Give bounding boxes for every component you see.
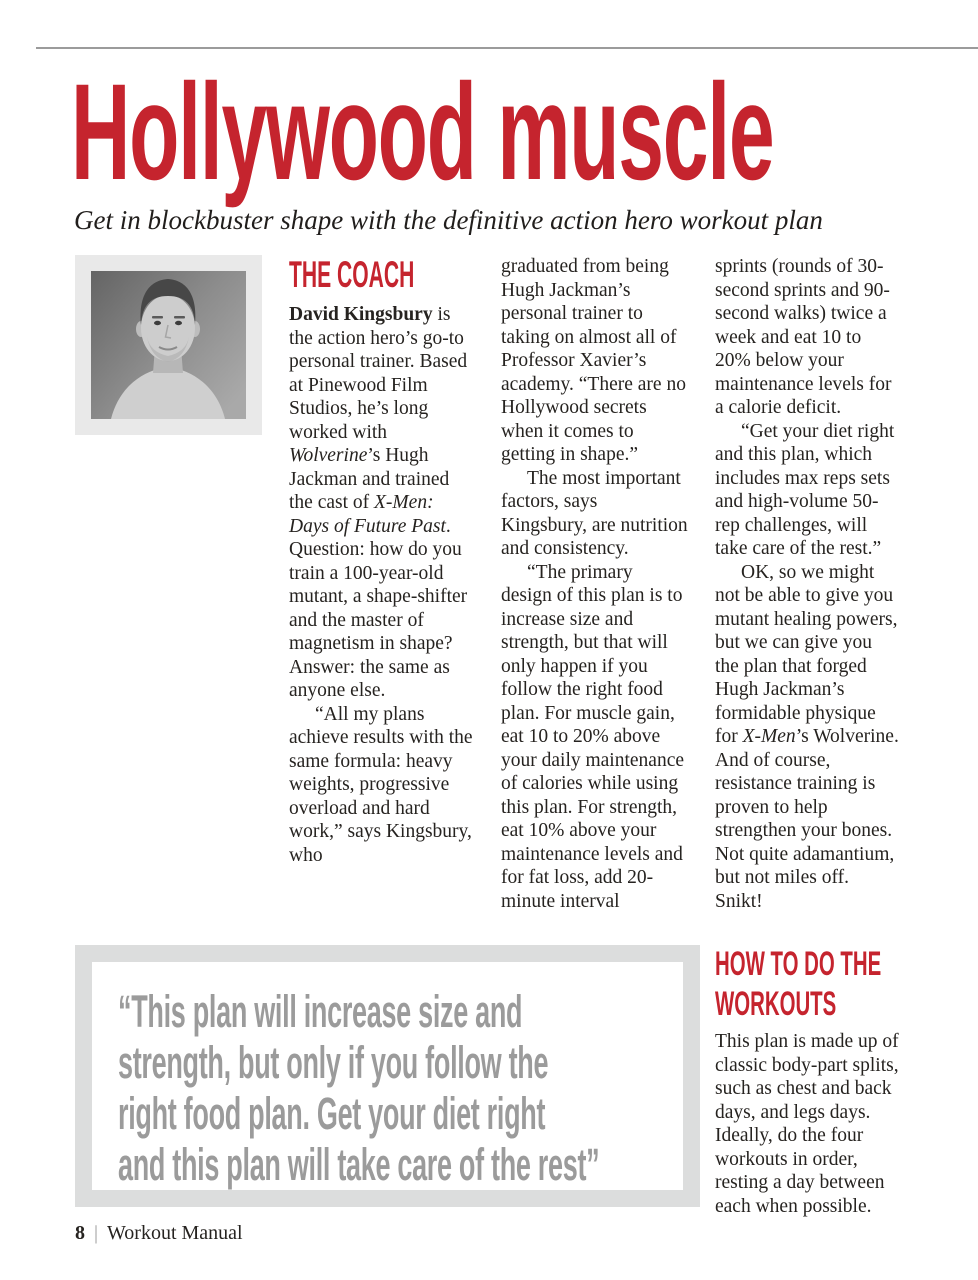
page-footer — [75, 1222, 243, 1245]
para-text: ’s Wolverine. And of course, resistance training is proven to help strengthen your bones. Not quite adamantium, but not miles off. Snikt! — [715, 726, 899, 912]
bio-italic: X-Men: Days of Future Past — [289, 492, 446, 537]
bio-italic: Wolverine — [289, 445, 368, 466]
paragraph: “The primary design of this plan is to increase size and strength, but that will only happen if you follow the right food plan. For muscle gain, eat 10 to 20% above your daily maintenance of calories while using this plan. For strength, eat 10% above your maintenance levels and for fat loss, add 20-minute interval — [501, 561, 685, 912]
article-body — [75, 255, 900, 913]
coach-portrait-photo — [91, 271, 246, 419]
coach-heading — [289, 255, 474, 295]
coach-name: David Kingsbury — [289, 304, 438, 325]
column-3 — [715, 255, 900, 913]
publication-name: Workout Manual — [107, 1222, 243, 1244]
bio-text: ’s Hugh Jackman and trained the cast of — [289, 445, 450, 513]
column-2 — [501, 255, 688, 913]
paragraph: The most important factors, says Kingsbury, are nutrition and consistency. — [501, 467, 688, 559]
paragraph: graduated from being Hugh Jackman’s personal trainer to taking on almost all of Professor Xavier’s academy. “There are no Hollywood secrets when it comes to getting in shape.” — [501, 256, 686, 465]
article-title — [71, 56, 978, 209]
footer-separator: | — [94, 1222, 99, 1244]
how-to-heading — [715, 944, 882, 1024]
coach-heading-text: THE COACH — [289, 254, 415, 295]
paragraph: “All my plans achieve results with the same formula: heavy weights, progressive overload and hard work,” says Kingsbury, who — [289, 703, 473, 866]
bio-text: is the action hero’s go-to personal trainer. Based at Pinewood Film Studios, he’s long worked with — [289, 304, 468, 443]
how-to-section — [715, 944, 907, 1218]
how-to-heading-line: WORKOUTS — [715, 985, 837, 1023]
pull-quote-line: “This plan will increase size and — [118, 986, 523, 1037]
how-to-heading-line: HOW TO DO THE — [715, 945, 882, 983]
column-1 — [289, 255, 474, 867]
how-to-paragraph: This plan is made up of classic body-part splits, such as chest and back days, and legs days. Ideally, do the four workouts in order, resting a day between each when possible. — [715, 1031, 899, 1217]
paragraph — [715, 561, 900, 914]
article-subtitle: Get in blockbuster shape with the definitive action hero workout plan — [74, 205, 823, 235]
para-text: OK, so we might not be able to give you mutant healing powers, but we can give you the plan that forged Hugh Jackman’s formidable physique for — [715, 561, 898, 747]
coach-bio-paragraph — [289, 303, 474, 538]
pull-quote-inner — [92, 962, 683, 1190]
pull-quote-box — [75, 945, 700, 1207]
photo-frame — [75, 255, 262, 435]
bio-text: . — [445, 515, 451, 537]
pull-quote-line: and this plan will take care of the rest” — [118, 1139, 600, 1190]
paragraph: sprints (rounds of 30-second sprints and 90-second walks) twice a week and eat 10 to 20% below your maintenance levels for a calorie deficit. — [715, 256, 892, 418]
para-italic: X-Men — [742, 726, 796, 747]
pull-quote-line: strength, but only if you follow the — [118, 1037, 549, 1088]
pull-quote-line: right food plan. Get your diet right — [118, 1088, 546, 1139]
page-number: 8 — [75, 1222, 85, 1244]
top-rule — [36, 47, 978, 49]
paragraph: Question: how do you train a 100-year-old mutant, a shape-shifter and the master of magnetism in shape? Answer: the same as anyone else. — [289, 539, 468, 701]
pull-quote-text — [118, 986, 600, 1190]
article-title-text: Hollywood muscle — [71, 56, 774, 209]
paragraph: “Get your diet right and this plan, which includes max reps sets and high-volume 50-rep challenges, will take care of the rest.” — [715, 420, 895, 559]
